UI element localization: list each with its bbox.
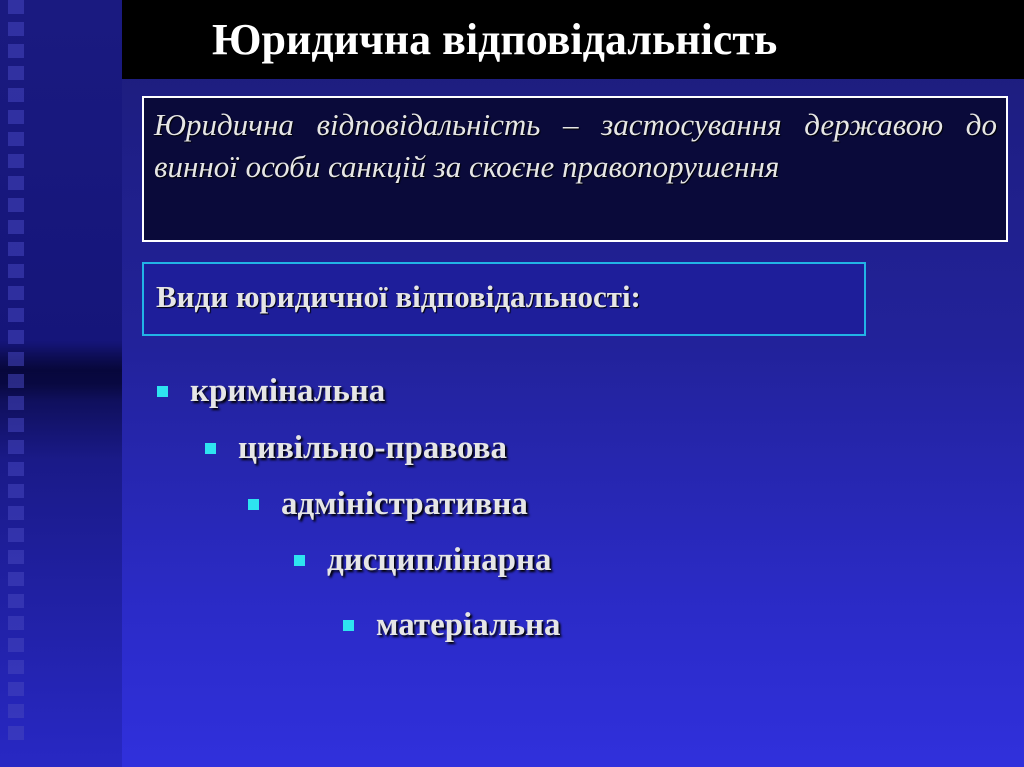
square-bullet-icon: [205, 443, 216, 454]
types-heading-box: [142, 262, 866, 336]
slide-title: Юридична відповідальність: [212, 15, 778, 64]
list-item-criminal: [157, 371, 385, 411]
list-item-label: адміністративна: [281, 486, 528, 522]
list-item-civil: [205, 428, 507, 468]
square-bullet-icon: [343, 620, 354, 631]
definition-text: Юридична відповідальність – застосування державою до винної особи санкцій за скоєне правопорушення: [154, 107, 997, 184]
definition-box: [142, 96, 1008, 242]
types-heading: Види юридичної відповідальності:: [156, 279, 641, 314]
list-item-material: [343, 605, 561, 645]
square-bullet-icon: [294, 555, 305, 566]
list-item-label: кримінальна: [190, 373, 386, 409]
square-bullet-icon: [248, 499, 259, 510]
left-decorative-band: [0, 0, 122, 767]
list-item-label: цивільно-правова: [238, 430, 507, 466]
list-item-label: дисциплінарна: [327, 542, 552, 578]
list-item-administrative: [248, 484, 528, 524]
list-item-disciplinary: [294, 540, 551, 580]
square-bullet-icon: [157, 386, 168, 397]
list-item-label: матеріальна: [376, 607, 561, 643]
decorative-squares: [3, 0, 29, 767]
